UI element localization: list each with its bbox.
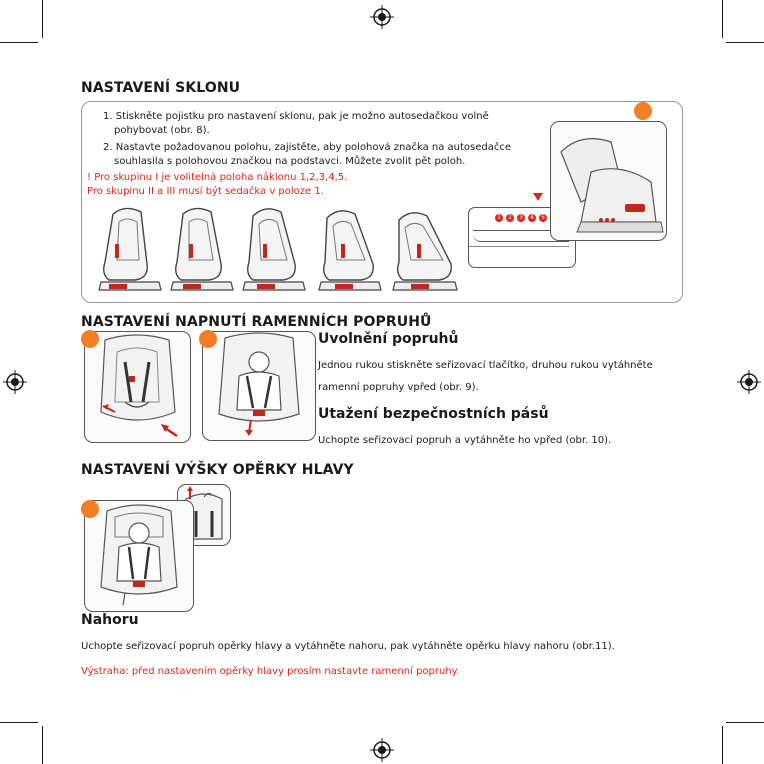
position-number-4: 4 [528, 214, 536, 222]
figure-8-badge [634, 102, 652, 120]
seat-position-1-icon [99, 208, 161, 290]
recline-step-2 [103, 141, 511, 169]
figure-11-badge [81, 500, 99, 518]
position-number-3: 3 [517, 214, 525, 222]
registration-mark-icon [370, 738, 394, 762]
position-number-1: 1 [495, 214, 503, 222]
registration-mark-icon [3, 370, 27, 394]
tighten-text: Uchopte seřizovací popruh a vytáhněte ho vpřed (obr. 10). [318, 435, 612, 446]
crop-mark [726, 42, 764, 43]
registration-mark-icon [737, 370, 761, 394]
position-indicator-arrow-icon [533, 193, 543, 201]
harness-tighten-illustration [203, 332, 315, 440]
headrest-heading: NASTAVENÍ VÝŠKY OPĚRKY HLAVY [81, 462, 354, 478]
position-indicator-numbers [495, 214, 547, 222]
figure-10-badge [199, 330, 217, 348]
seat-position-2-icon [171, 208, 233, 290]
position-number-2: 2 [506, 214, 514, 222]
crop-mark [0, 722, 38, 723]
headrest-up-text: Uchopte seřizovací popruh opěrky hlavy a vytáhněte nahoru, pak vytáhněte opěrku hlavy nahoru (obr.11). [81, 641, 615, 652]
harness-release-illustration [85, 332, 190, 442]
release-title: Uvolnění popruhů [318, 331, 459, 347]
release-text-1: Jednou rukou stiskněte seřizovací tlačítko, druhou rukou vytáhněte [318, 360, 653, 371]
harness-heading: NASTAVENÍ NAPNUTÍ RAMENNÍCH POPRUHŮ [81, 314, 432, 330]
callout-line [469, 246, 569, 247]
recline-warning-2: Pro skupinu II a III musí být sedačka v poloze 1. [87, 186, 324, 197]
recline-positions-illustration [95, 204, 465, 296]
headrest-warning: Výstraha: před nastavením opěrky hlavy prosím nastavte ramenní popruhy. [81, 666, 460, 677]
recline-base-illustration [551, 122, 666, 240]
crop-mark [42, 726, 43, 764]
position-number-5: 5 [539, 214, 547, 222]
figure-8-recline-base [550, 121, 667, 241]
crop-mark [42, 0, 43, 38]
crop-mark [722, 0, 723, 38]
seat-position-3-icon [243, 209, 305, 290]
crop-mark [722, 726, 723, 764]
registration-mark-icon [370, 5, 394, 29]
crop-mark [0, 42, 38, 43]
seat-position-4-icon [319, 211, 381, 290]
recline-step-2-line-2: souhlasila s polohovou značkou na podstavci. Můžete zvolit pět poloh. [114, 156, 466, 167]
figure-11-headrest [84, 500, 194, 612]
headrest-illustration [85, 501, 193, 611]
tighten-title: Utažení bezpečnostních pásů [318, 406, 549, 422]
figure-9-badge [81, 330, 99, 348]
release-text-2: ramenní popruhy vpřed (obr. 9). [318, 382, 479, 393]
seat-position-5-icon [393, 213, 457, 290]
recline-heading: NASTAVENÍ SKLONU [81, 80, 241, 96]
recline-step-2-line-1: 2. Nastavte požadovanou polohu, zajistěte, aby polohová značka na autosedačce [103, 142, 512, 153]
figure-9-harness-release [84, 331, 191, 443]
figure-10-harness-tighten [202, 331, 316, 441]
recline-step-1-line-2: pohybovat (obr. 8). [114, 125, 210, 136]
recline-step-1-line-1: 1. Stiskněte pojistku pro nastavení sklonu, pak je možno autosedačkou volně [103, 111, 489, 122]
crop-mark [726, 722, 764, 723]
headrest-up-title: Nahoru [81, 612, 139, 628]
recline-step-1 [103, 110, 489, 138]
recline-warning-1: ! Pro skupinu I je volitelná poloha náklonu 1,2,3,4,5. [87, 172, 348, 183]
